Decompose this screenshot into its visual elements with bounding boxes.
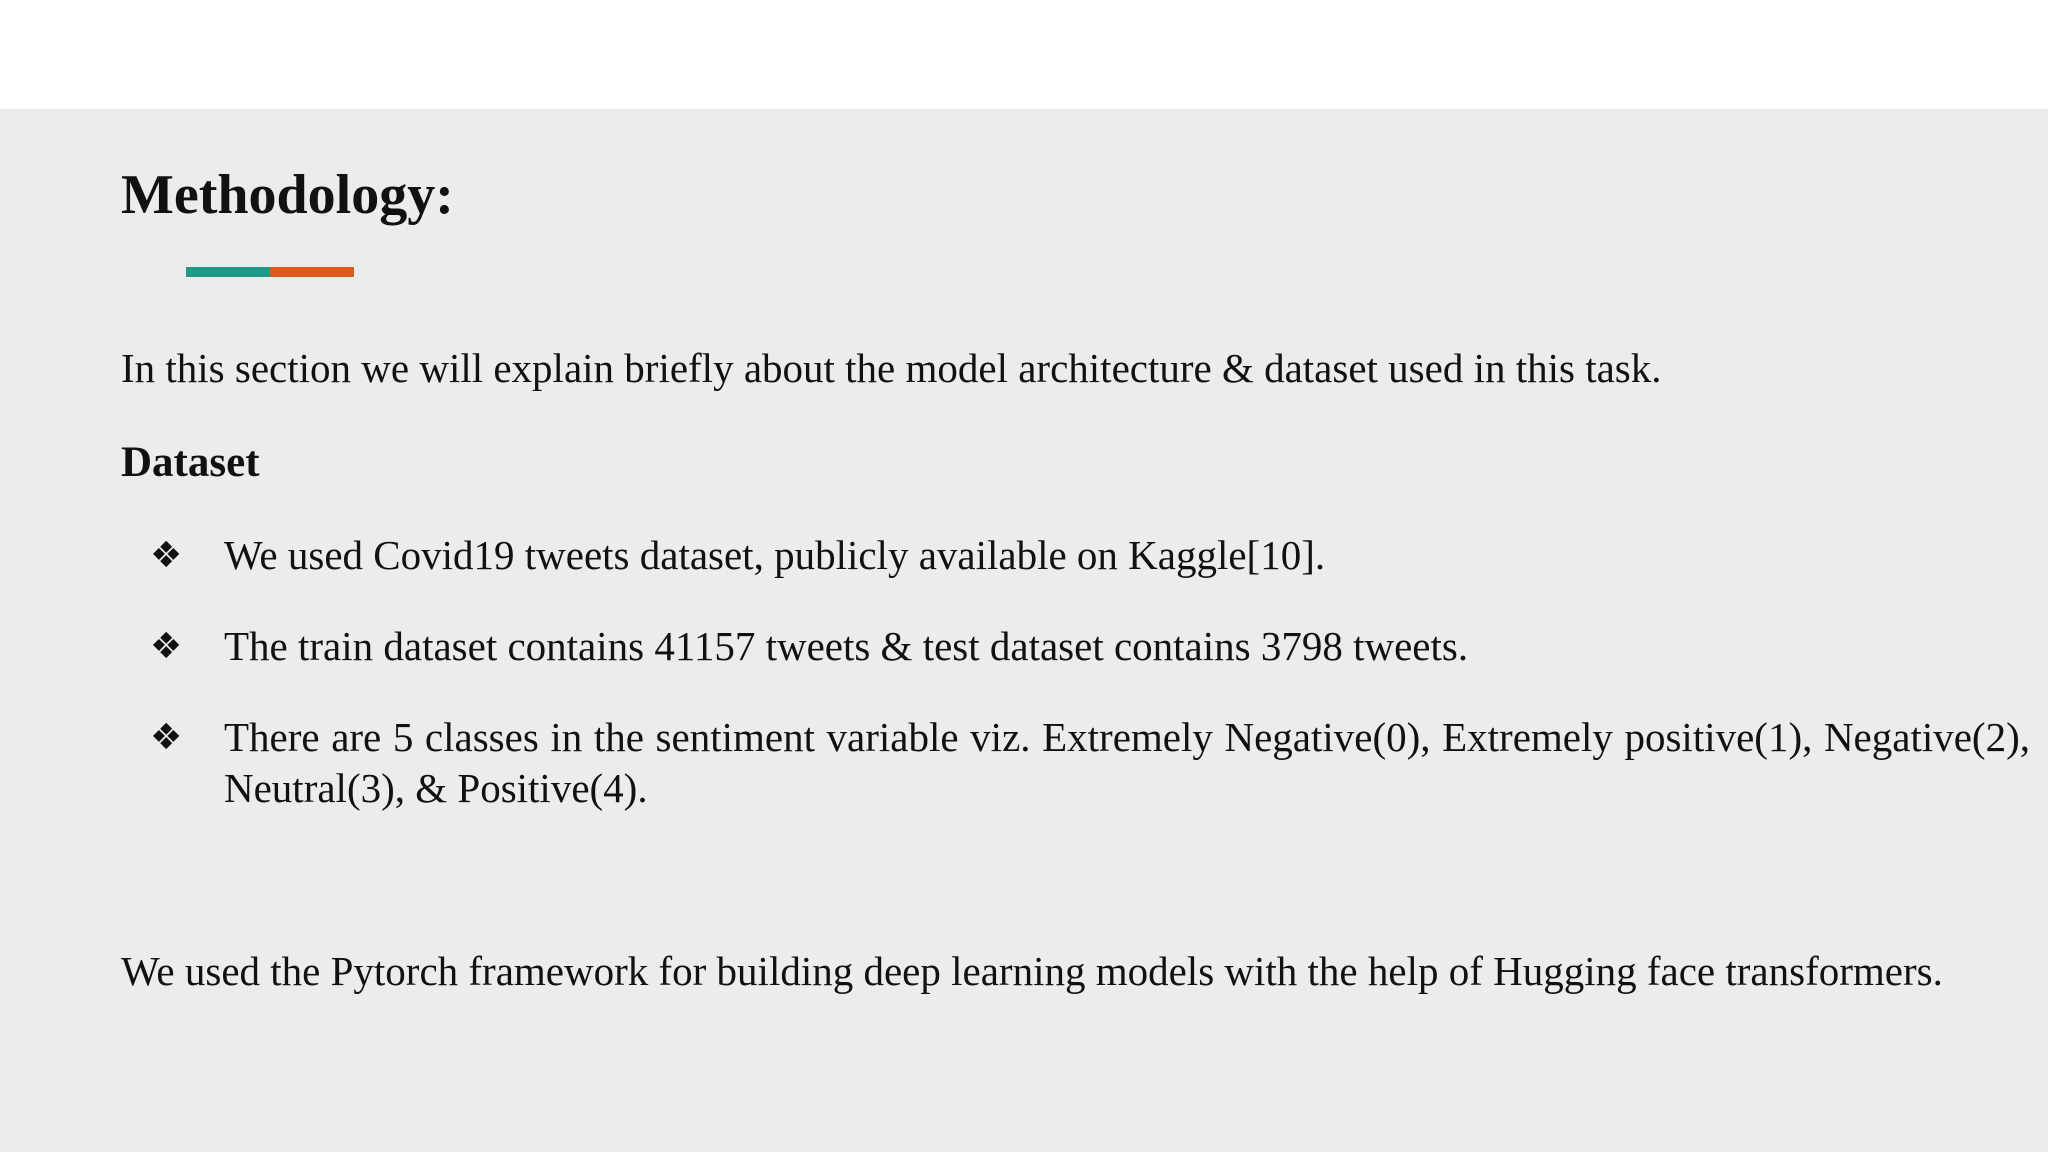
slide-title: Methodology: (121, 164, 454, 226)
title-accent-teal (186, 267, 270, 277)
intro-paragraph: In this section we will explain briefly about the model architecture & dataset used in this task. (121, 345, 1662, 391)
bullet-item (150, 712, 2030, 814)
diamond-bullet-icon: ❖ (150, 535, 183, 576)
title-accent-orange (270, 267, 354, 277)
diamond-bullet-icon: ❖ (150, 717, 183, 758)
diamond-bullet-icon: ❖ (150, 626, 183, 667)
bullet-text: The train dataset contains 41157 tweets & test dataset contains 3798 tweets. (224, 623, 1469, 669)
top-white-band (0, 0, 2048, 109)
bullet-item (150, 530, 2030, 581)
bullet-item (150, 621, 2030, 672)
slide (0, 109, 2048, 1152)
bullet-text: There are 5 classes in the sentiment variable viz. Extremely Negative(0), Extremely positive(1), Negative(2), Neutral(3), & Positive(4). (224, 714, 2030, 811)
bullet-text: We used Covid19 tweets dataset, publicly available on Kaggle[10]. (224, 532, 1326, 578)
closing-paragraph: We used the Pytorch framework for building deep learning models with the help of Hugging face transformers. (121, 948, 1943, 994)
dataset-heading: Dataset (121, 439, 260, 486)
